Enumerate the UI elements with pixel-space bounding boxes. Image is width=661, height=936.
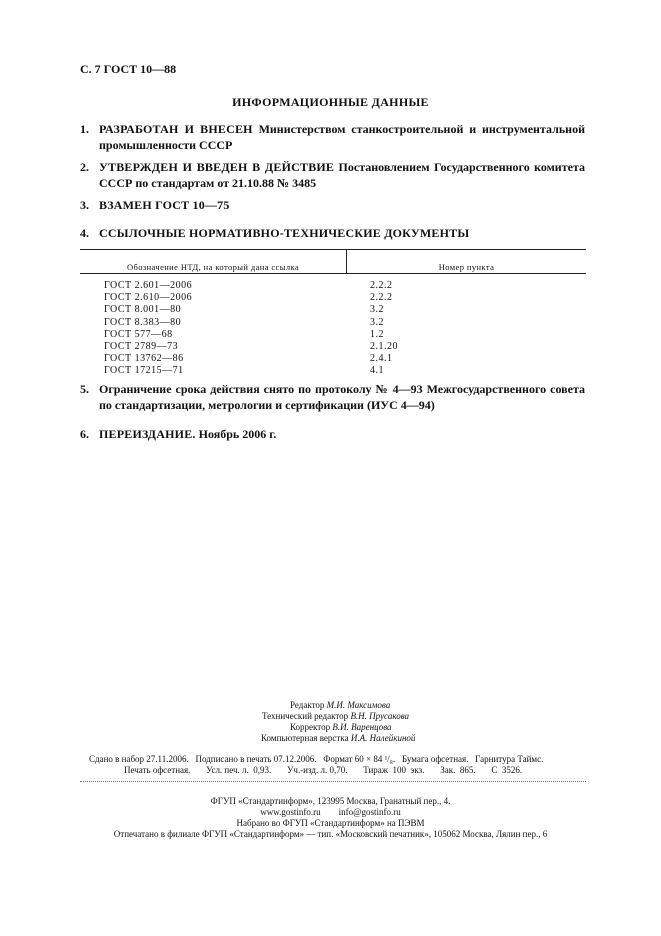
item-number: 6. <box>80 427 89 441</box>
row-point: 1.2 <box>370 328 384 340</box>
section-title: ИНФОРМАЦИОННЫЕ ДАННЫЕ <box>232 95 429 109</box>
item-number: 3. <box>80 198 89 212</box>
table-top-rule <box>80 249 586 250</box>
item-text: Ноябрь 2006 г. <box>195 427 277 441</box>
tech-editor-credit <box>262 711 409 721</box>
row-doc: ГОСТ 17215—71 <box>104 365 184 377</box>
table-row <box>80 317 586 329</box>
row-point: 2.1.20 <box>370 340 398 352</box>
corrector-label: Корректор <box>290 722 331 732</box>
info-item-3 <box>80 197 585 213</box>
item-lead: ПЕРЕИЗДАНИЕ. <box>99 427 196 441</box>
item-number: 5. <box>80 382 89 396</box>
publisher-web: www.gostinfo.ru info@gostinfo.ru <box>260 807 401 817</box>
row-point: 3.2 <box>370 304 384 316</box>
tech-editor-name: В.Н. Прусакова <box>350 711 410 721</box>
item-number: 4. <box>80 226 89 240</box>
info-item-2 <box>80 159 585 191</box>
item-number: 1. <box>80 122 89 136</box>
page-header: С. 7 ГОСТ 10—88 <box>80 62 177 76</box>
item-lead: УТВЕРЖДЕН И ВВЕДЕН В ДЕЙСТВИЕ <box>99 160 335 174</box>
header-bottom-rule <box>80 273 586 274</box>
row-doc: ГОСТ 13762—86 <box>104 353 184 365</box>
editor-credit <box>290 700 390 710</box>
typeset-note: Набрано во ФГУП «Стандартинформ» на ПЭВМ <box>236 818 425 828</box>
layout-name: И.А. Налейкиной <box>350 733 416 743</box>
row-point: 2.4.1 <box>370 353 393 365</box>
table-row <box>80 365 586 377</box>
info-item-5 <box>80 381 585 413</box>
editor-name: М.И. Максимова <box>326 700 391 710</box>
column-header-point: Номер пункта <box>438 262 495 272</box>
print-info-line-1: Сдано в набор 27.11.2006. Подписано в печать 07.12.2006. Формат 60 × 84 ¹/₈. Бумага офсетная. Гарнитура Таймс. <box>89 754 544 764</box>
row-doc: ГОСТ 577—68 <box>104 328 173 340</box>
layout-label: Компьютерная верстка <box>261 733 349 743</box>
row-doc: ГОСТ 2789—73 <box>104 340 179 352</box>
separator-rule <box>80 781 586 782</box>
printed-note: Отпечатано в филиале ФГУП «Стандартинформ» — тип. «Московский печатник», 105062 Москва, Лялин пер., 6 <box>113 829 548 839</box>
item-lead: РАЗРАБОТАН И ВНЕСЕН <box>99 122 253 136</box>
corrector-credit <box>290 722 392 732</box>
row-doc: ГОСТ 2.610—2006 <box>104 292 193 304</box>
item-text: Постановлением Государственного комитета СССР по стандартам от 21.10.88 № 3485 <box>99 160 585 190</box>
info-item-6 <box>80 426 585 442</box>
table-row <box>80 304 586 316</box>
editor-label: Редактор <box>290 700 325 710</box>
print-info-line-2: Печать офсетная. Усл. печ. л. 0,93. Уч.-изд. л. 0,70. Тираж 100 экз. Зак. 865. С 3526. <box>124 765 523 775</box>
item-lead: ВЗАМЕН ГОСТ 10—75 <box>99 198 230 212</box>
row-point: 2.2.2 <box>370 292 393 304</box>
row-doc: ГОСТ 2.601—2006 <box>104 280 193 291</box>
item-text: Ограничение срока действия снято по протоколу № 4—93 Межгосударственного совета по стандартизации, метрологии и сертификации (ИУС 4—94) <box>99 382 585 412</box>
layout-credit <box>261 733 415 743</box>
table-row <box>80 329 586 341</box>
info-item-1 <box>80 121 585 153</box>
item-text: Министерством станкостроительной и инструментальной промышленности СССР <box>99 122 585 152</box>
corrector-name: В.И. Варенцова <box>332 722 392 732</box>
table-row <box>80 292 586 304</box>
row-point: 4.1 <box>370 365 384 377</box>
tech-editor-label: Технический редактор <box>262 711 349 721</box>
table-row <box>80 353 586 365</box>
publisher-address: ФГУП «Стандартинформ», 123995 Москва, Гранатный пер., 4. <box>210 796 451 806</box>
row-doc: ГОСТ 8.001—80 <box>104 304 182 316</box>
table-row <box>80 341 586 353</box>
item-number: 2. <box>80 160 89 174</box>
item-lead: ССЫЛОЧНЫЕ НОРМАТИВНО-ТЕХНИЧЕСКИЕ ДОКУМЕНТЫ <box>99 226 470 240</box>
info-item-4 <box>80 225 585 241</box>
row-point: 3.2 <box>370 316 384 328</box>
column-header-doc: Обозначение НТД, на который дана ссылка <box>126 262 300 272</box>
table-body <box>80 280 586 378</box>
row-point: 2.2.2 <box>370 280 393 291</box>
table-row <box>80 280 586 292</box>
row-doc: ГОСТ 8.383—80 <box>104 316 182 328</box>
